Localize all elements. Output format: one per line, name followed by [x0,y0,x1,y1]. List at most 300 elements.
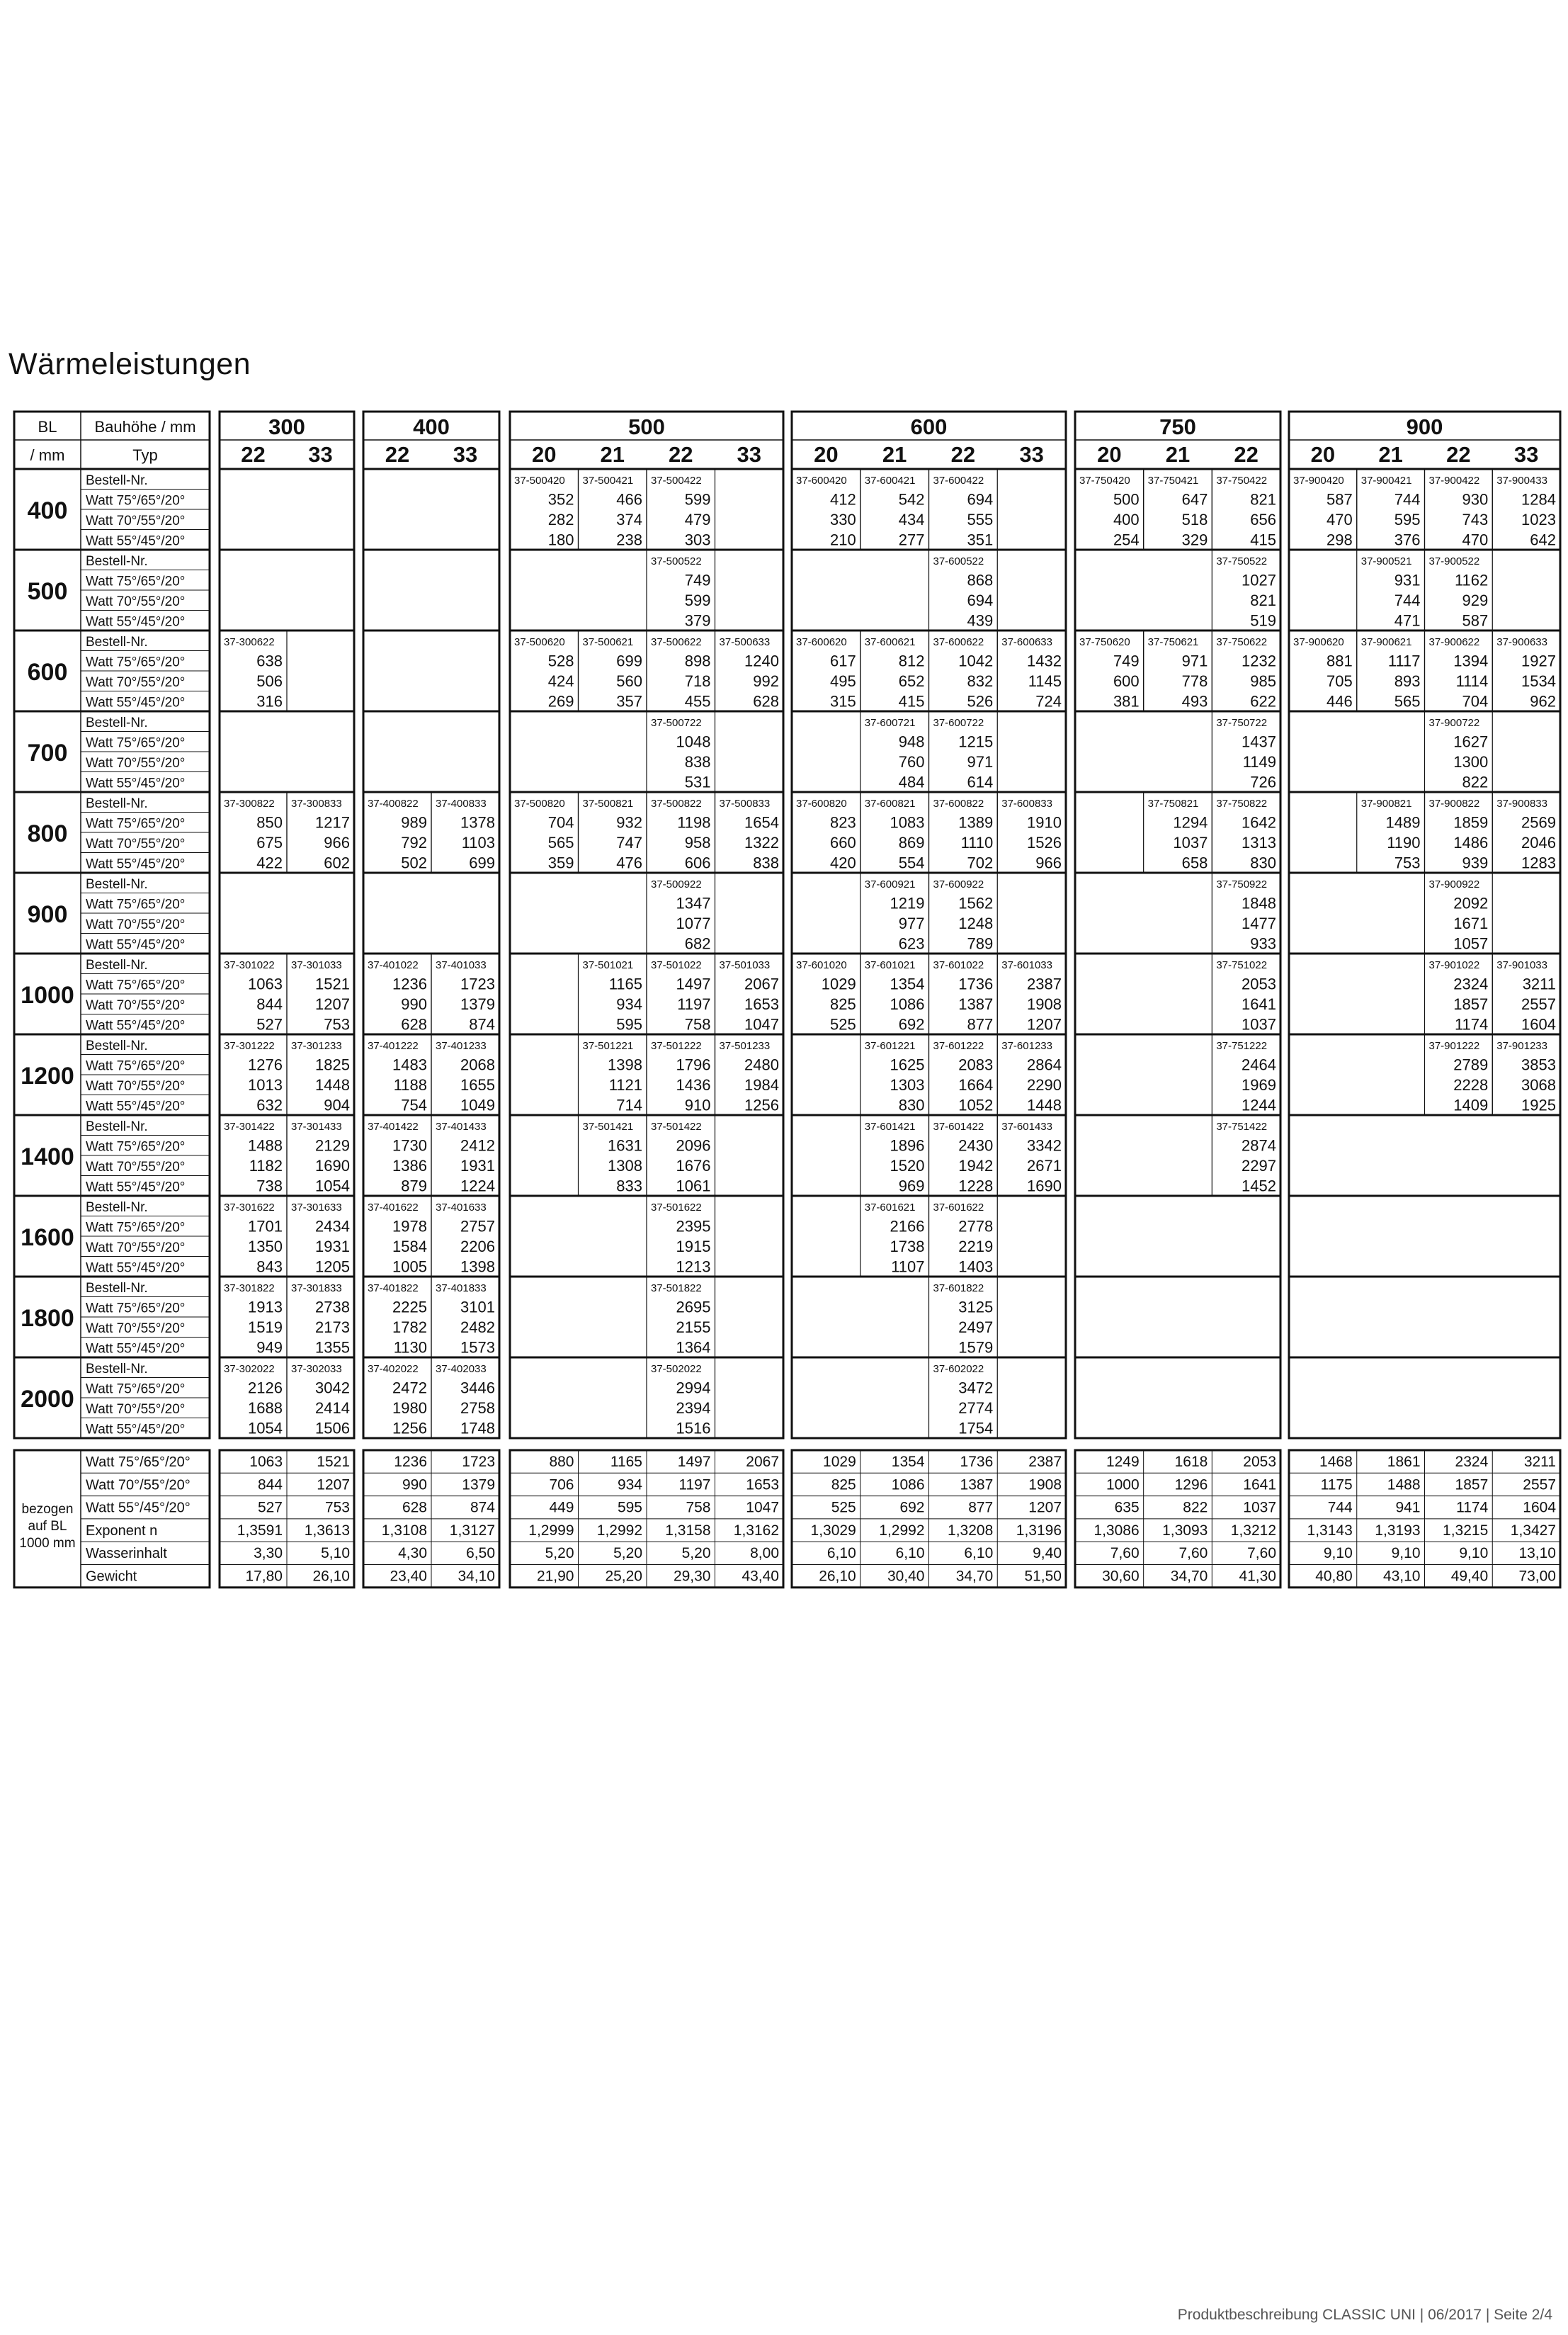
summary-value: 2067 [746,1454,779,1470]
order-number: 37-502022 [651,1363,702,1375]
order-number: 37-750420 [1079,475,1130,487]
watt-value: 1913 [248,1298,283,1316]
watt-value: 1701 [248,1217,283,1236]
watt-value: 1915 [676,1238,711,1255]
summary-value: 1249 [1106,1454,1140,1470]
row-label: Bestell-Nr. [86,1200,148,1215]
order-number: 37-500633 [719,636,771,648]
row-label: Watt 55°/45°/20° [86,1099,186,1114]
watt-value: 565 [1394,692,1421,711]
watt-value: 660 [830,834,856,852]
order-number: 37-300822 [224,798,275,810]
watt-value: 1516 [676,1419,711,1437]
order-number: 37-500422 [651,475,702,487]
summary-value: 7,60 [1110,1545,1140,1562]
watt-value: 602 [324,854,350,872]
watt-value: 3125 [958,1298,994,1316]
watt-value: 3068 [1521,1076,1556,1094]
watt-value: 1047 [744,1015,779,1034]
watt-value: 838 [684,753,711,771]
watt-value: 415 [1250,531,1276,549]
watt-value: 2497 [958,1318,994,1336]
order-number: 37-900622 [1428,636,1480,648]
watt-value: 1205 [315,1257,350,1276]
summary-value: 73,00 [1518,1568,1556,1585]
watt-value: 1107 [891,1257,925,1276]
page-footer: Produktbeschreibung CLASSIC UNI | 06/2017 | Seite 2/4 [1177,2307,1552,2323]
summary-value: 1,3143 [1307,1522,1353,1539]
watt-value: 1165 [608,975,642,993]
summary-value: 1,2999 [528,1522,574,1539]
order-number: 37-501822 [651,1282,702,1294]
watt-value: 470 [1462,531,1489,549]
order-number: 37-401433 [436,1121,487,1133]
watt-value: 1825 [315,1056,350,1074]
watt-value: 747 [616,834,642,852]
order-number: 37-600421 [864,475,916,487]
watt-value: 1387 [958,995,994,1013]
height-label: 600 [910,414,948,439]
watt-value: 1398 [608,1056,642,1074]
watt-value: 792 [401,834,427,852]
watt-value: 422 [256,854,283,872]
watt-value: 833 [616,1177,642,1195]
watt-value: 1604 [1521,1015,1556,1034]
watt-value: 1736 [958,975,994,993]
watt-value: 1980 [392,1399,427,1417]
watt-value: 1355 [315,1338,350,1357]
order-number: 37-900620 [1293,636,1344,648]
height-label: 750 [1159,414,1196,439]
type-label: 21 [600,442,625,467]
summary-value: 43,10 [1382,1568,1421,1585]
watt-value: 554 [898,854,925,872]
order-number: 37-600722 [933,717,984,729]
summary-value: 3,30 [254,1545,283,1562]
summary-value: 1047 [746,1499,779,1516]
type-label: 22 [669,442,693,467]
order-number: 37-750622 [1216,636,1268,648]
summary-value: 5,20 [613,1545,642,1562]
watt-value: 844 [256,995,283,1013]
summary-row-label: Exponent n [86,1522,158,1539]
order-number: 37-301822 [224,1282,275,1294]
row-label: Watt 70°/55°/20° [86,837,186,852]
watt-value: 898 [684,652,711,670]
row-label: Watt 55°/45°/20° [86,937,186,953]
summary-value: 1488 [1387,1476,1421,1493]
watt-value: 753 [324,1015,350,1034]
watt-value: 1642 [1242,813,1276,832]
watt-value: 754 [401,1096,427,1114]
summary-value: 2387 [1028,1454,1062,1470]
watt-value: 1182 [249,1157,283,1175]
watt-value: 1394 [1453,652,1489,670]
watt-value: 3853 [1521,1056,1556,1074]
order-number: 37-900922 [1428,878,1480,891]
watt-value: 1174 [1454,1015,1489,1034]
summary-value: 26,10 [312,1568,350,1585]
summary-value: 30,40 [887,1568,925,1585]
order-number: 37-501221 [582,1040,634,1052]
summary-value: 9,40 [1033,1545,1062,1562]
watt-value: 966 [324,834,350,852]
row-label: Watt 70°/55°/20° [86,514,186,528]
watt-value: 1121 [608,1076,642,1094]
watt-value: 910 [684,1096,711,1114]
watt-value: 2166 [890,1217,925,1236]
type-label: 22 [385,442,410,467]
summary-value: 1207 [317,1476,350,1493]
watt-value: 357 [616,692,642,711]
watt-value: 744 [1394,592,1421,609]
summary-value: 1604 [1523,1499,1556,1516]
watt-value: 502 [401,854,427,872]
row-label: Bestell-Nr. [86,554,148,569]
watt-value: 1207 [1027,1015,1062,1034]
watt-value: 519 [1250,611,1276,630]
order-number: 37-750822 [1216,798,1268,810]
watt-value: 932 [616,813,642,832]
order-number: 37-600622 [933,636,984,648]
watt-value: 1207 [315,995,350,1013]
watt-value: 1796 [676,1056,711,1074]
watt-value: 1236 [392,975,427,993]
summary-value: 8,00 [750,1545,779,1562]
order-number: 37-500421 [582,475,634,487]
summary-row-label: Watt 75°/65°/20° [86,1454,191,1470]
order-number: 37-750722 [1216,717,1268,729]
order-number: 37-501622 [651,1202,702,1214]
order-number: 37-750422 [1216,475,1268,487]
summary-value: 1861 [1387,1454,1421,1470]
bl-label: 600 [27,659,68,686]
summary-value: 1379 [462,1476,495,1493]
watt-value: 1322 [744,834,779,852]
watt-value: 439 [967,611,994,630]
summary-value: 1063 [249,1454,283,1470]
order-number: 37-600420 [796,475,847,487]
order-number: 37-301833 [291,1282,342,1294]
watt-value: 1664 [958,1076,994,1094]
order-number: 37-401033 [436,959,487,971]
summary-value: 9,10 [1391,1545,1421,1562]
watt-value: 1969 [1242,1076,1276,1094]
watt-value: 789 [967,934,994,953]
row-label: Watt 70°/55°/20° [86,1079,186,1094]
type-label: 21 [1378,442,1403,467]
summary-value: 1029 [823,1454,856,1470]
summary-value: 6,50 [466,1545,495,1562]
summary-value: 1497 [677,1454,711,1470]
watt-value: 1389 [958,813,994,832]
summary-value: 1,3215 [1443,1522,1489,1539]
watt-value: 298 [1326,531,1353,549]
watt-value: 518 [1181,511,1208,528]
watt-value: 1519 [248,1318,283,1336]
row-label: Watt 70°/55°/20° [86,675,186,690]
summary-value: 1354 [891,1454,925,1470]
watt-value: 1114 [1455,672,1489,690]
order-number: 37-601622 [933,1202,984,1214]
watt-value: 3446 [460,1379,495,1397]
watt-value: 825 [830,995,856,1013]
watt-value: 930 [1462,490,1489,509]
summary-value: 21,90 [536,1568,574,1585]
watt-value: 1857 [1453,995,1489,1013]
bl-label: 1200 [21,1063,74,1090]
watt-value: 1432 [1027,652,1062,670]
summary-value: 874 [470,1499,495,1516]
watt-value: 1486 [1453,834,1489,852]
summary-value: 23,40 [390,1568,427,1585]
row-label: Watt 75°/65°/20° [86,1381,186,1397]
row-label: Watt 75°/65°/20° [86,816,186,832]
watt-value: 704 [547,813,574,832]
bl-label: 1600 [21,1224,74,1251]
watt-value: 2129 [315,1136,350,1155]
watt-value: 1042 [958,652,994,670]
watt-value: 1029 [821,975,856,993]
type-label: 21 [1165,442,1191,467]
order-number: 37-900822 [1428,798,1480,810]
bl-label: 2000 [21,1386,74,1413]
watt-value: 2053 [1242,975,1276,993]
summary-value: 1521 [317,1454,350,1470]
summary-value: 1,3093 [1162,1522,1208,1539]
row-label: Watt 70°/55°/20° [86,1402,186,1417]
summary-value: 1037 [1243,1499,1276,1516]
watt-value: 2557 [1521,995,1556,1013]
watt-value: 2155 [676,1318,711,1336]
watt-value: 1213 [676,1257,711,1276]
watt-value: 412 [830,490,856,509]
watt-value: 415 [898,692,925,711]
summary-value: 51,50 [1024,1568,1062,1585]
watt-value: 726 [1250,773,1276,791]
watt-value: 180 [547,531,574,549]
watt-value: 1130 [393,1338,427,1357]
order-number: 37-501033 [719,959,771,971]
watt-value: 2173 [315,1318,350,1336]
watt-value: 1436 [676,1076,711,1094]
watt-value: 1244 [1242,1096,1276,1114]
watt-value: 1037 [1242,1015,1276,1034]
watt-value: 2092 [1453,894,1489,912]
watt-value: 330 [830,511,856,528]
watt-value: 1942 [958,1157,994,1175]
row-label: Watt 75°/65°/20° [86,897,186,912]
watt-value: 675 [256,834,283,852]
watt-value: 1364 [676,1338,711,1357]
watt-value: 1448 [315,1076,350,1094]
row-label: Watt 55°/45°/20° [86,1422,186,1437]
watt-value: 3042 [315,1379,350,1397]
watt-value: 1162 [1454,571,1489,589]
watt-value: 931 [1394,571,1421,589]
watt-value: 1149 [1242,753,1276,771]
summary-value: 758 [686,1499,711,1516]
watt-value: 379 [684,611,711,630]
row-label: Watt 55°/45°/20° [86,695,186,711]
watt-value: 1688 [248,1399,283,1417]
order-number: 37-750821 [1147,798,1199,810]
summary-value: 527 [257,1499,283,1516]
order-number: 37-600921 [864,878,916,891]
watt-value: 599 [684,592,711,609]
watt-value: 1197 [677,995,711,1013]
watt-value: 352 [547,490,574,509]
watt-value: 744 [1394,490,1421,509]
type-label: 20 [1097,442,1122,467]
watt-value: 812 [898,652,925,670]
type-label: 33 [308,442,333,467]
order-number: 37-601021 [864,959,916,971]
watt-value: 3472 [958,1379,994,1397]
summary-row-label: Gewicht [86,1568,137,1585]
watt-value: 904 [324,1096,350,1114]
watt-value: 749 [684,571,711,589]
order-number: 37-300833 [291,798,342,810]
order-number: 37-401622 [368,1202,419,1214]
type-label: 22 [1234,442,1259,467]
watt-value: 3342 [1027,1136,1062,1155]
watt-value: 830 [898,1096,925,1114]
order-number: 37-501222 [651,1040,702,1052]
summary-row-label: Watt 70°/55°/20° [86,1477,191,1493]
order-number: 37-750620 [1079,636,1130,648]
summary-value: 40,80 [1315,1568,1353,1585]
watt-value: 1978 [392,1217,427,1236]
watt-value: 962 [1530,692,1556,711]
watt-value: 210 [830,531,856,549]
summary-value: 1175 [1320,1476,1353,1493]
summary-value: 1,3108 [381,1522,427,1539]
watt-value: 2738 [315,1298,350,1316]
summary-value: 9,10 [1459,1545,1489,1562]
order-number: 37-301622 [224,1202,275,1214]
watt-value: 269 [547,692,574,711]
order-number: 37-401022 [368,959,419,971]
watt-value: 470 [1326,511,1353,528]
watt-value: 989 [401,813,427,832]
watt-value: 1013 [248,1076,283,1094]
watt-value: 471 [1394,611,1421,630]
order-number: 37-900521 [1360,555,1412,567]
watt-value: 1300 [1453,753,1489,771]
watt-value: 1984 [744,1076,779,1094]
type-label: 33 [1019,442,1044,467]
summary-value: 5,20 [681,1545,711,1562]
summary-value: 34,10 [458,1568,495,1585]
watt-value: 2068 [460,1056,495,1074]
watt-value: 1276 [248,1056,283,1074]
order-number: 37-500922 [651,878,702,891]
watt-value: 1506 [315,1419,350,1437]
watt-value: 753 [1394,854,1421,872]
watt-value: 2290 [1027,1076,1062,1094]
watt-value: 1049 [460,1096,495,1114]
row-label: Watt 75°/65°/20° [86,735,186,751]
watt-value: 622 [1250,692,1276,711]
summary-value: 1296 [1174,1476,1208,1493]
summary-value: 7,60 [1178,1545,1208,1562]
summary-value: 1,3029 [810,1522,856,1539]
watt-value: 1676 [676,1157,711,1175]
watt-value: 718 [684,672,711,690]
order-number: 37-600821 [864,798,916,810]
watt-value: 2430 [958,1136,994,1155]
watt-value: 1579 [958,1338,994,1357]
order-number: 37-900422 [1428,475,1480,487]
order-number: 37-401422 [368,1121,419,1133]
height-label: 900 [1406,414,1443,439]
watt-value: 1054 [248,1419,283,1437]
row-label: Watt 75°/65°/20° [86,978,186,993]
order-number: 37-900522 [1428,555,1480,567]
watt-value: 879 [401,1177,427,1195]
watt-value: 374 [616,511,642,528]
order-number: 37-601222 [933,1040,984,1052]
summary-value: 449 [549,1499,574,1516]
summary-value: 1,3162 [733,1522,779,1539]
watt-value: 2206 [460,1238,495,1255]
watt-value: 2464 [1242,1056,1276,1074]
watt-value: 778 [1181,672,1208,690]
row-label: Watt 55°/45°/20° [86,1341,186,1357]
summary-value: 628 [402,1499,427,1516]
bl-label: 700 [27,740,68,767]
order-number: 37-601022 [933,959,984,971]
order-number: 37-602022 [933,1363,984,1375]
watt-value: 2414 [315,1399,350,1417]
watt-value: 1215 [958,733,994,751]
watt-value: 617 [830,652,856,670]
watt-value: 1925 [1521,1096,1556,1114]
height-label: 500 [628,414,665,439]
header-bl: BL [38,418,57,436]
watt-value: 1625 [890,1056,925,1074]
summary-value: 1086 [891,1476,925,1493]
summary-value: 29,30 [673,1568,711,1585]
watt-value: 424 [547,672,574,690]
row-label: Watt 55°/45°/20° [86,533,186,549]
watt-value: 821 [1250,490,1276,509]
watt-value: 1232 [1242,652,1276,670]
order-number: 37-601020 [796,959,847,971]
watt-value: 2225 [392,1298,427,1316]
watt-value: 484 [898,773,925,791]
order-number: 37-600620 [796,636,847,648]
watt-value: 1859 [1453,813,1489,832]
type-label: 33 [737,442,761,467]
watt-value: 1386 [392,1157,427,1175]
summary-value: 877 [968,1499,994,1516]
summary-value: 525 [831,1499,856,1516]
watt-value: 1477 [1242,915,1276,932]
order-number: 37-900821 [1360,798,1412,810]
watt-value: 1350 [248,1238,283,1255]
watt-value: 2395 [676,1217,711,1236]
order-number: 37-601422 [933,1121,984,1133]
watt-value: 1730 [392,1136,427,1155]
watt-value: 838 [753,854,779,872]
watt-value: 1782 [392,1318,427,1336]
watt-value: 705 [1326,672,1353,690]
watt-value: 948 [898,733,925,751]
row-label: Watt 70°/55°/20° [86,1160,186,1175]
watt-value: 881 [1326,652,1353,670]
